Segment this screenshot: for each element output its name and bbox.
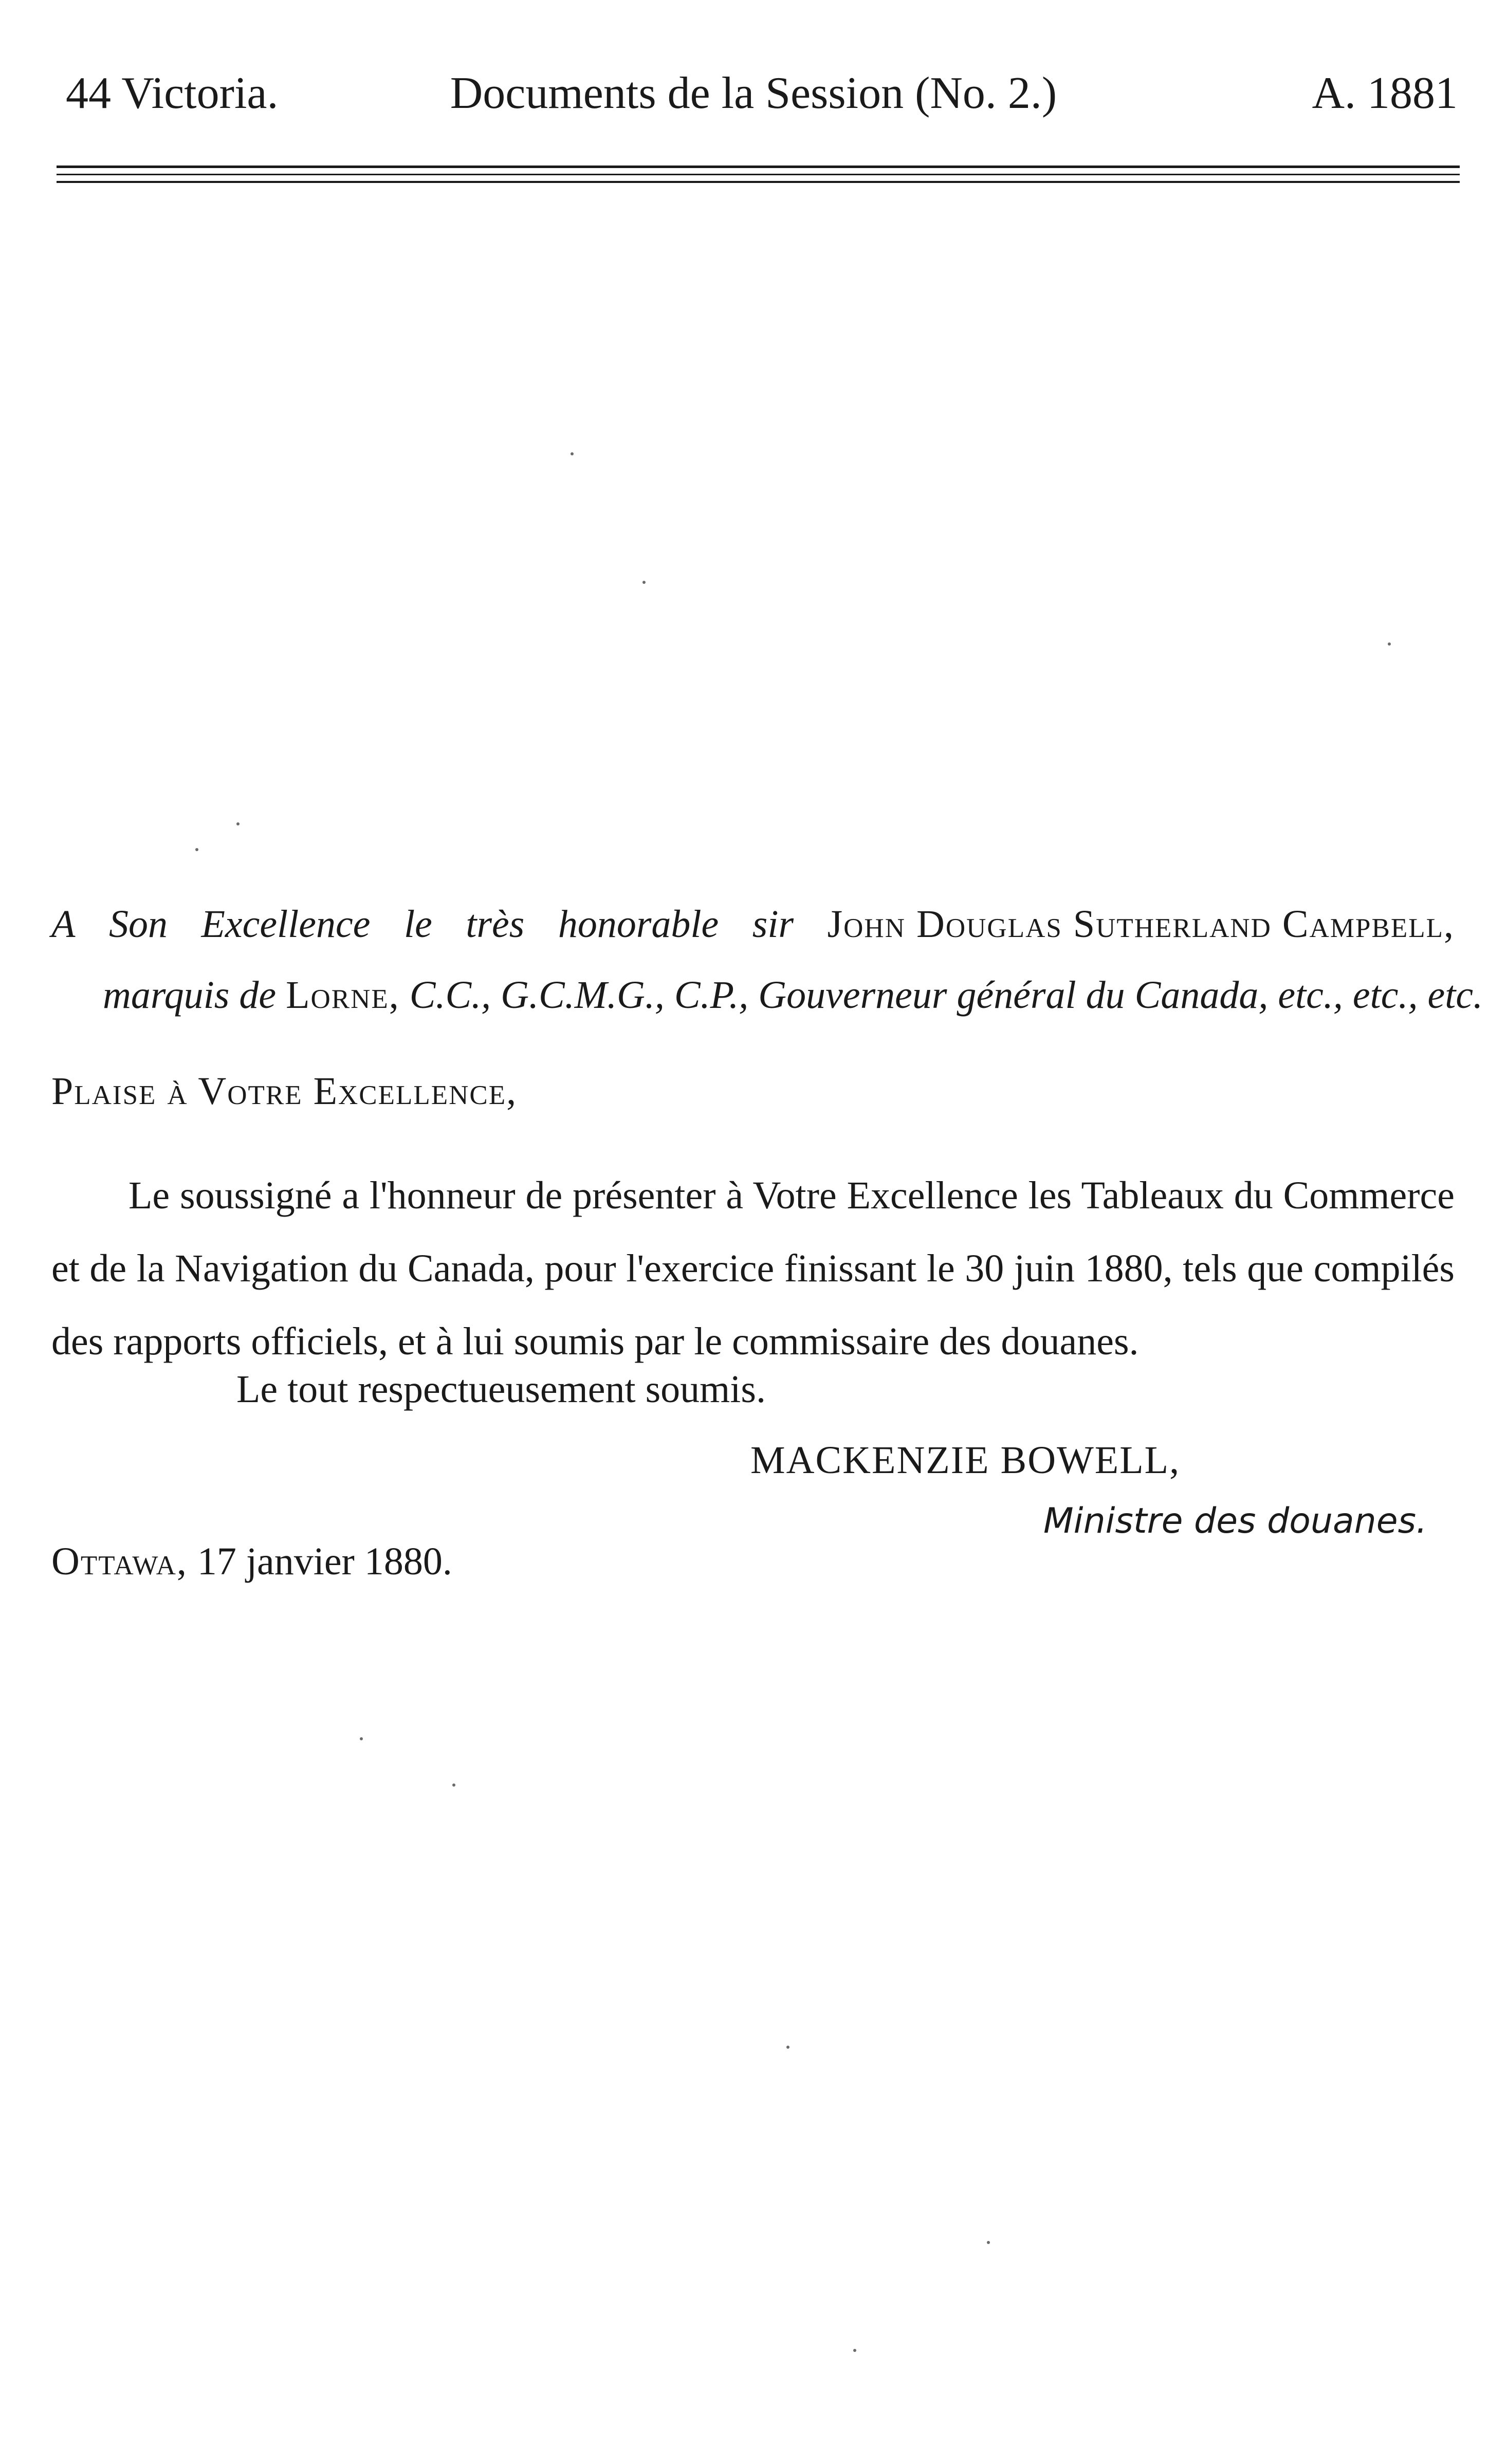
print-speck (853, 2349, 856, 2352)
closing-line: Le tout respectueusement soumis. (236, 1368, 766, 1411)
salutation: Plaise à Votre Excellence, (51, 1070, 518, 1113)
address-son: Son (108, 903, 168, 946)
header-session: 44 Victoria. (66, 68, 279, 118)
dateline-date: 17 janvier 1880. (197, 1540, 452, 1583)
print-speck (195, 848, 198, 851)
address-lorne: Lorne, (286, 973, 400, 1017)
header-rule-top (57, 166, 1460, 168)
address-excellence: Excellence (201, 903, 371, 946)
signer-title: Ministre des douanes. (1043, 1501, 1427, 1541)
address-marquis: marquis de (103, 973, 277, 1017)
dateline (51, 1539, 452, 1584)
address-honorable: honorable (558, 903, 719, 946)
dateline-city: Ottawa, (51, 1540, 188, 1583)
print-speck (1388, 642, 1391, 646)
address-titles: C.C., G.C.M.G., C.P., Gouverneur général du Canada, etc., etc., etc. (409, 973, 1483, 1017)
print-speck (571, 452, 574, 455)
print-speck (987, 2241, 990, 2244)
address-a: A (51, 903, 76, 946)
body-paragraph: Le soussigné a l'honneur de présenter à Votre Excellence les Tableaux du Commerce et de la Navigation du Canada, pour l'exercice finissant le 30 juin 1880, tels que compilés des rapports officiels, et à lui soumis par le commissaire des douanes. (51, 1174, 1455, 1363)
header-rule-middle (57, 174, 1460, 175)
addressee-name: John Douglas Sutherland Campbell, (827, 903, 1455, 946)
print-speck (452, 1783, 455, 1787)
print-speck (642, 581, 646, 584)
header-title: Documents de la Session (No. 2.) (450, 68, 1057, 118)
address-tres: très (466, 903, 525, 946)
print-speck (360, 1737, 363, 1740)
print-speck (786, 2046, 789, 2049)
header-rule-bottom (57, 181, 1460, 183)
signer-name: MACKENZIE BOWELL, (750, 1439, 1181, 1482)
address-le: le (404, 903, 432, 946)
header-year: A. 1881 (1312, 68, 1458, 118)
address-sir: sir (752, 903, 794, 946)
print-speck (236, 822, 240, 825)
address-line-1 (51, 905, 1455, 944)
address-line-2 (103, 973, 1483, 1017)
